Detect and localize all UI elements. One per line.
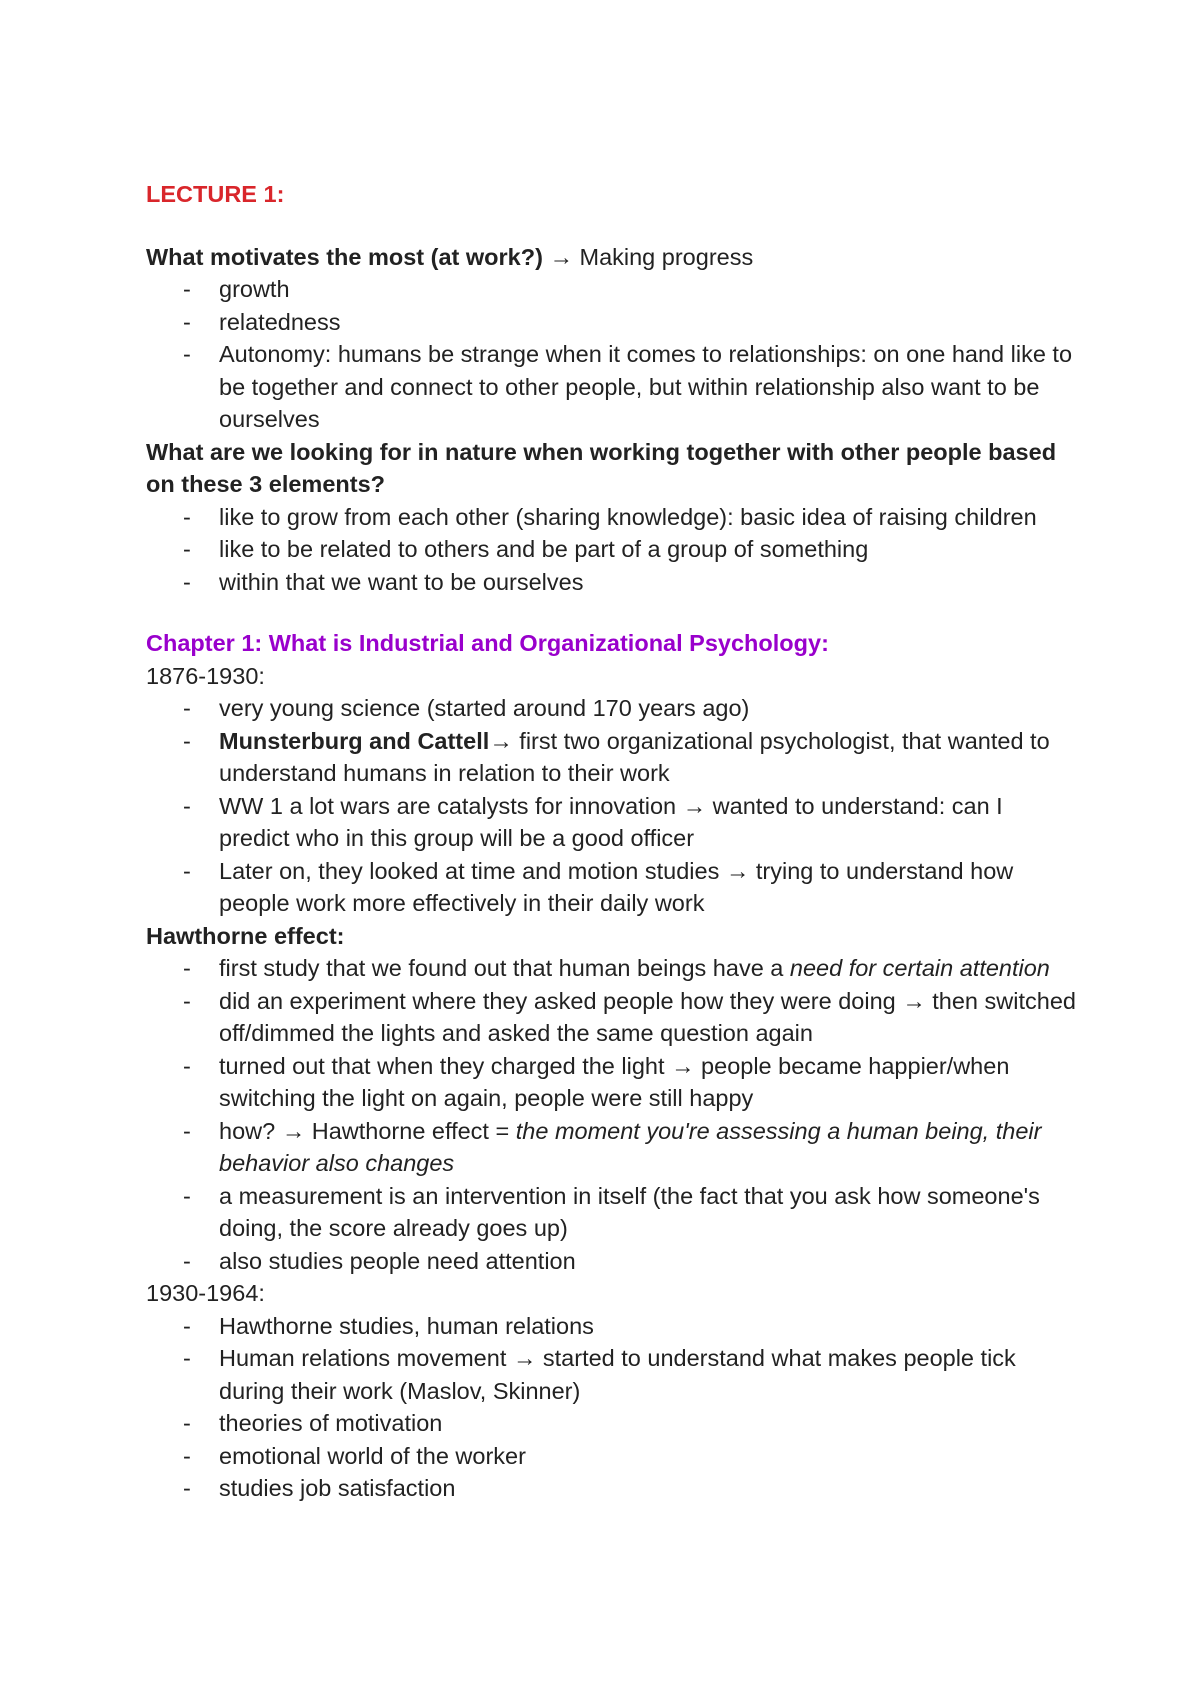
lecture-title: LECTURE 1:	[146, 181, 285, 207]
list-item: - first study that we found out that human beings have a need for certain attention	[183, 955, 1050, 981]
list-item: - turned out that when they charged the light → people became happier/when switching the light on again, people were still happy	[183, 1052, 1010, 1111]
question-2: What are we looking for in nature when working together with other people based on these 3 elements?	[146, 438, 1057, 497]
list-item: - Hawthorne studies, human relations	[183, 1312, 594, 1339]
list-item: - Later on, they looked at time and motion studies → trying to understand how people work more effectively in their daily work	[183, 857, 1014, 916]
list-item: - Autonomy: humans be strange when it comes to relationships: on one hand like to be together and connect to other people, but within relationship also want to be ourselves	[183, 341, 1073, 432]
list-item: - emotional world of the worker	[183, 1442, 526, 1469]
question-2-list	[146, 501, 1076, 599]
list-item: - did an experiment where they asked people how they were doing → then switched off/dimmed the lights and asked the same question again	[183, 987, 1076, 1046]
question-1	[146, 241, 1076, 274]
question-1-list	[146, 273, 1076, 436]
list-item: - Munsterburg and Cattell→ first two organizational psychologist, that wanted to understand humans in relation to their work	[183, 727, 1050, 786]
list-item: - like to grow from each other (sharing knowledge): basic idea of raising children	[183, 503, 1037, 530]
hawthorne-list	[146, 952, 1076, 1277]
list-item: - WW 1 a lot wars are catalysts for innovation → wanted to understand: can I predict who in this group will be a good officer	[183, 792, 1003, 851]
list-item: - studies job satisfaction	[183, 1475, 456, 1501]
list-item: - how? → Hawthorne effect = the moment you're assessing a human being, their behavior also changes	[183, 1117, 1042, 1176]
list-item: - a measurement is an intervention in itself (the fact that you ask how someone's doing, the score already goes up)	[183, 1182, 1040, 1241]
chapter-title: Chapter 1: What is Industrial and Organizational Psychology:	[146, 630, 829, 656]
period-2-list	[146, 1310, 1076, 1505]
hawthorne-heading: Hawthorne effect:	[146, 922, 345, 949]
period-heading: 1930-1964:	[146, 1280, 265, 1306]
list-item: - very young science (started around 170 years ago)	[183, 695, 750, 721]
list-item: - relatedness	[183, 308, 341, 335]
list-item: - also studies people need attention	[183, 1247, 576, 1274]
question-1-label: What motivates the most (at work?)	[146, 243, 543, 270]
list-item: - like to be related to others and be part of a group of something	[183, 536, 869, 562]
list-item: - within that we want to be ourselves	[183, 568, 584, 595]
list-item: - Human relations movement → started to understand what makes people tick during their work (Maslov, Skinner)	[183, 1345, 1016, 1404]
period-heading: 1876-1930:	[146, 662, 265, 689]
period-1-list	[146, 692, 1076, 920]
list-item: - growth	[183, 276, 290, 302]
document-page	[146, 178, 1076, 1505]
list-item: - theories of motivation	[183, 1410, 443, 1436]
question-1-answer: → Making progress	[542, 243, 754, 270]
